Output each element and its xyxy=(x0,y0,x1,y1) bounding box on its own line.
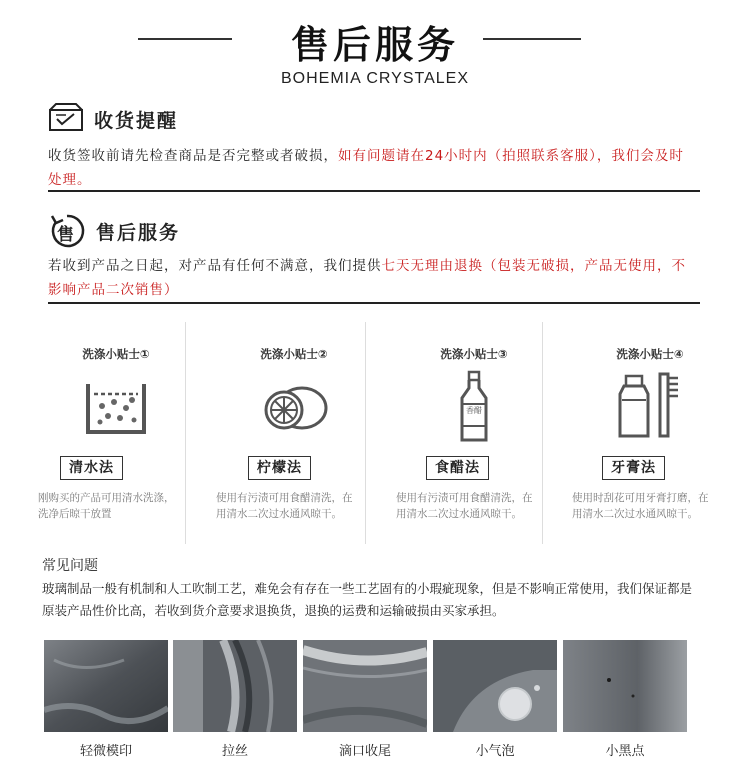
defect-photo-drip-finish xyxy=(303,640,427,732)
tip-method: 食醋法 xyxy=(426,456,489,480)
title-right-line xyxy=(483,38,581,40)
lemon-icon xyxy=(258,370,330,442)
tip-card-water xyxy=(30,322,202,544)
brand-name: BOHEMIA CRYSTALEX xyxy=(280,70,469,87)
vinegar-bottle-icon xyxy=(438,370,510,442)
tip-card-toothpaste xyxy=(564,322,736,544)
receipt-text xyxy=(48,144,698,192)
service-text xyxy=(48,254,698,302)
tip-method: 牙膏法 xyxy=(602,456,665,480)
water-basin-icon xyxy=(80,370,152,442)
faq-title: 常见问题 xyxy=(42,558,98,574)
receipt-heading-row xyxy=(48,102,178,136)
tip-desc: 使用有污渍可用食醋清洗，在用清水二次过水通风晾干。 xyxy=(216,492,353,520)
bottle-label: 香醋 xyxy=(466,406,482,415)
tip-desc: 使用有污渍可用食醋清洗，在用清水二次过水通风晾干。 xyxy=(396,492,533,520)
tip-title: 洗涤小贴士② xyxy=(260,347,328,361)
toothpaste-brush-icon xyxy=(614,370,686,442)
tip-title: 洗涤小贴士④ xyxy=(616,347,684,361)
receipt-heading: 收货提醒 xyxy=(94,109,179,132)
tip-desc: 刚购买的产品可用清水洗涤，洗净后晾干放置 xyxy=(38,492,175,520)
tip-title: 洗涤小贴士① xyxy=(82,347,150,361)
defect-label: 小黑点 xyxy=(605,744,645,759)
defect-label: 拉丝 xyxy=(221,744,248,759)
defect-label: 滴口收尾 xyxy=(338,744,391,759)
service-divider xyxy=(48,302,700,304)
receipt-divider xyxy=(48,190,700,192)
package-check-icon xyxy=(48,102,84,136)
defect-label: 小气泡 xyxy=(475,744,515,759)
tip-desc: 使用时刮花可用牙膏打磨，在用清水二次过水通风晾干。 xyxy=(572,492,709,520)
defect-photo-drawn-line xyxy=(173,640,297,732)
tip-title: 洗涤小贴士③ xyxy=(440,347,508,361)
service-text-red: 七天无理由退换（包装无破损，产品无使用，不影响产品二次销售） xyxy=(48,258,686,298)
service-heading-row xyxy=(48,212,180,250)
page-title: 售后服务 xyxy=(290,23,459,67)
defect-photo-mold-mark xyxy=(44,640,168,732)
tip-method: 清水法 xyxy=(60,456,123,480)
service-heading: 售后服务 xyxy=(96,221,181,244)
defect-label: 轻微模印 xyxy=(79,744,132,759)
after-sales-icon-char: 售 xyxy=(57,225,74,245)
washing-tips xyxy=(32,322,722,544)
after-sales-icon xyxy=(48,212,86,250)
faq-text: 玻璃制品一般有机制和人工吹制工艺，难免会有存在一些工艺固有的小瑕疵现象，但是不影响正常使用，我们保证都是原装产品性价比高，若收到货介意要求退换货，退换的运费和运输破损由买家承担。 xyxy=(42,581,693,618)
service-text-normal: 若收到产品之日起，对产品有任何不满意，我们提供 xyxy=(48,258,382,274)
defect-photo-small-bubble xyxy=(433,640,557,732)
tip-method: 柠檬法 xyxy=(248,456,311,480)
defect-photo-small-black-dot xyxy=(563,640,687,732)
tip-card-vinegar xyxy=(388,322,560,544)
receipt-text-normal: 收货签收前请先检查商品是否完整或者破损， xyxy=(48,148,338,164)
receipt-text-red: 如有问题请在24小时内（拍照联系客服），我们会及时处理。 xyxy=(48,148,684,188)
tip-card-lemon xyxy=(208,322,380,544)
